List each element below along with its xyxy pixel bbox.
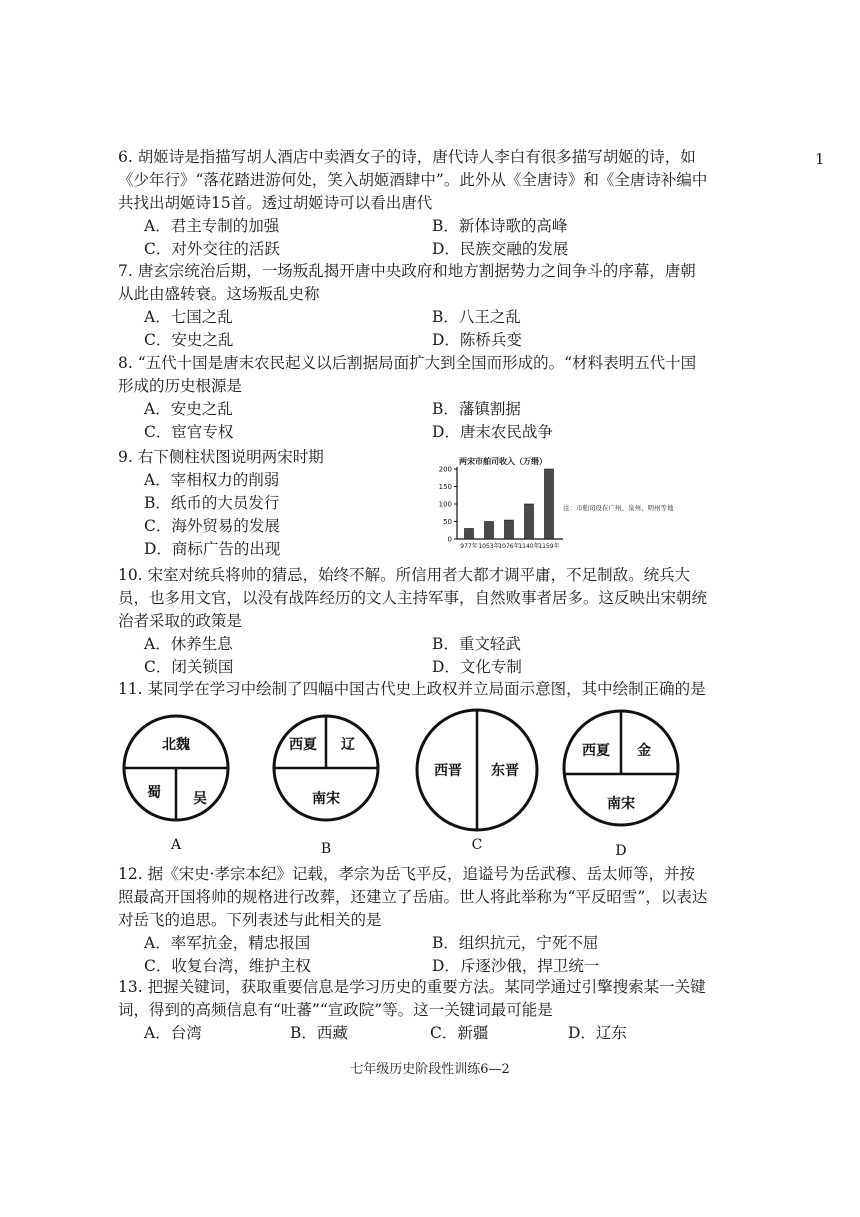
option-b: B．八王之乱 (432, 308, 521, 326)
option-d: D．唐末农民战争 (432, 423, 553, 441)
diagram-c (417, 710, 537, 853)
option-a: A．休养生息 (144, 635, 233, 653)
x-tick-label: 1159年 (538, 543, 560, 550)
y-tick-label: 0 (447, 535, 452, 544)
bar-chart (425, 455, 680, 555)
y-tick-label: 100 (438, 500, 452, 509)
question-stem: 8. “五代十国是唐末农民起义以后割据局面扩大到全国而形成的。“材料表明五代十国形成的历史根源是 (118, 354, 697, 395)
option-a: A．七国之乱 (144, 308, 233, 326)
option-a: A．安史之乱 (144, 400, 233, 418)
question-stem: 6. 胡姬诗是指描写胡人酒店中卖酒女子的诗，唐代诗人李白有很多描写胡姬的诗，如《少年行》“落花踏进游何处，笑入胡姬酒肆中”。此外从《全唐诗》和《全唐诗补编中共找出胡姬诗15首。透过胡姬诗可以看出唐代 (118, 148, 708, 212)
x-tick-label: 1140年 (518, 543, 540, 550)
question-stem: 13. 把握关键词，获取重要信息是学习历史的重要方法。某同学通过引擎搜索某一关键词，得到的高频信息有“吐蕃”“宣政院”等。这一关键词最可能是 (118, 978, 706, 1019)
diagram-letter: C (471, 837, 483, 853)
option-c: C．对外交往的活跃 (144, 240, 280, 258)
chart-title: 两宋市舶司收入（万缗） (459, 457, 547, 466)
diagram-b (274, 716, 378, 857)
option-c: C．新疆 (430, 1024, 489, 1042)
question-9 (118, 446, 418, 561)
option-c: C．闭关锁国 (144, 658, 234, 676)
diagram-letter: A (170, 837, 182, 853)
question-stem: 9. 右下侧柱状图说明两宋时期 (118, 448, 324, 466)
question-stem: 12. 据《宋史·孝宗本纪》记载，孝宗为岳飞平反，追谥号为岳武穆、岳太师等，并按照最高开国将帅的规格进行改葬，还建立了岳庙。世人将此举称为“平反昭雪”，以表达对岳飞的追思。下列表述与此相关的是 (118, 865, 708, 929)
option-d: D．辽东 (568, 1024, 627, 1042)
option-c: C．宦官专权 (144, 423, 234, 441)
region-label: 辽 (341, 737, 355, 753)
option-b: B．新体诗歌的高峰 (432, 217, 568, 235)
bar (525, 504, 534, 539)
option-a: A．君主专制的加强 (144, 217, 280, 235)
bar (545, 469, 554, 539)
diagram-d (564, 711, 678, 858)
option-a: A．宰相权力的削弱 (144, 471, 280, 489)
option-a: A．台湾 (144, 1024, 202, 1042)
question-stem: 10. 宋室对统兵将帅的猜忌，始终不解。所信用者大都才调平庸，不足制敌。统兵大员，也多用文官，以没有战阵经历的文人主持军事，自然败事者居多。这反映出宋朝统治者采取的政策是 (118, 566, 708, 630)
option-d: D．民族交融的发展 (432, 240, 569, 258)
question-10 (118, 564, 708, 679)
region-label: 南宋 (607, 796, 635, 812)
bar (465, 529, 474, 540)
question-13 (118, 976, 708, 1045)
region-label: 蜀 (147, 785, 161, 801)
chart-note: 注：市舶司设在广州、泉州、明州等地 (563, 504, 674, 512)
bar (485, 522, 494, 540)
page-number: 1 (815, 150, 825, 168)
page-footer: 七年级历史阶段性训练6—2 (350, 1062, 510, 1077)
option-c: C．收复台湾，维护主权 (144, 957, 311, 975)
diagram-letter: B (320, 841, 332, 857)
diagram-letter: D (615, 843, 627, 858)
option-d: D．文化专制 (432, 658, 522, 676)
question-7 (118, 260, 708, 352)
question-8 (118, 352, 708, 444)
option-a: A．率军抗金，精忠报国 (144, 934, 311, 952)
x-tick-label: 1053年 (478, 543, 500, 550)
option-b: B．西藏 (290, 1024, 348, 1042)
region-label: 吴 (193, 791, 207, 807)
region-label: 北魏 (162, 737, 190, 753)
option-b: B．组织抗元，宁死不屈 (432, 934, 599, 952)
region-label: 东晋 (491, 763, 519, 779)
option-c: C．海外贸易的发展 (144, 517, 280, 535)
circle-diagrams (120, 703, 710, 858)
question-12 (118, 863, 708, 978)
option-b: B．藩镇割据 (432, 400, 521, 418)
option-d: D．陈桥兵变 (432, 331, 522, 349)
option-d: D．商标广告的出现 (144, 540, 281, 558)
option-d: D．斥逐沙俄，捍卫统一 (432, 957, 600, 975)
y-tick-label: 50 (443, 518, 452, 526)
chart-bars (465, 469, 554, 539)
question-stem: 7. 唐玄宗统治后期，一场叛乱揭开唐中央政府和地方割据势力之间争斗的序幕，唐朝从此由盛转衰。这场叛乱史称 (118, 262, 696, 303)
x-tick-label: 977年 (460, 543, 478, 550)
x-tick-label: 1076年 (498, 543, 520, 550)
question-6 (118, 146, 708, 261)
region-label: 西夏 (582, 743, 610, 759)
question-11 (118, 678, 708, 701)
chart-yticks (439, 466, 457, 544)
diagram-a (124, 716, 228, 853)
region-label: 西晋 (434, 763, 462, 779)
y-tick-label: 150 (438, 483, 452, 491)
y-tick-label: 200 (438, 465, 452, 474)
region-label: 南宋 (312, 791, 340, 807)
option-b: B．纸币的大员发行 (144, 494, 280, 512)
option-c: C．安史之乱 (144, 331, 234, 349)
chart-xticks (460, 542, 559, 550)
bar (505, 520, 514, 539)
region-label: 西夏 (289, 737, 317, 753)
region-label: 金 (637, 743, 651, 759)
question-stem: 11. 某同学在学习中绘制了四幅中国古代史上政权并立局面示意图，其中绘制正确的是 (118, 680, 706, 698)
option-b: B．重文轻武 (432, 635, 521, 653)
